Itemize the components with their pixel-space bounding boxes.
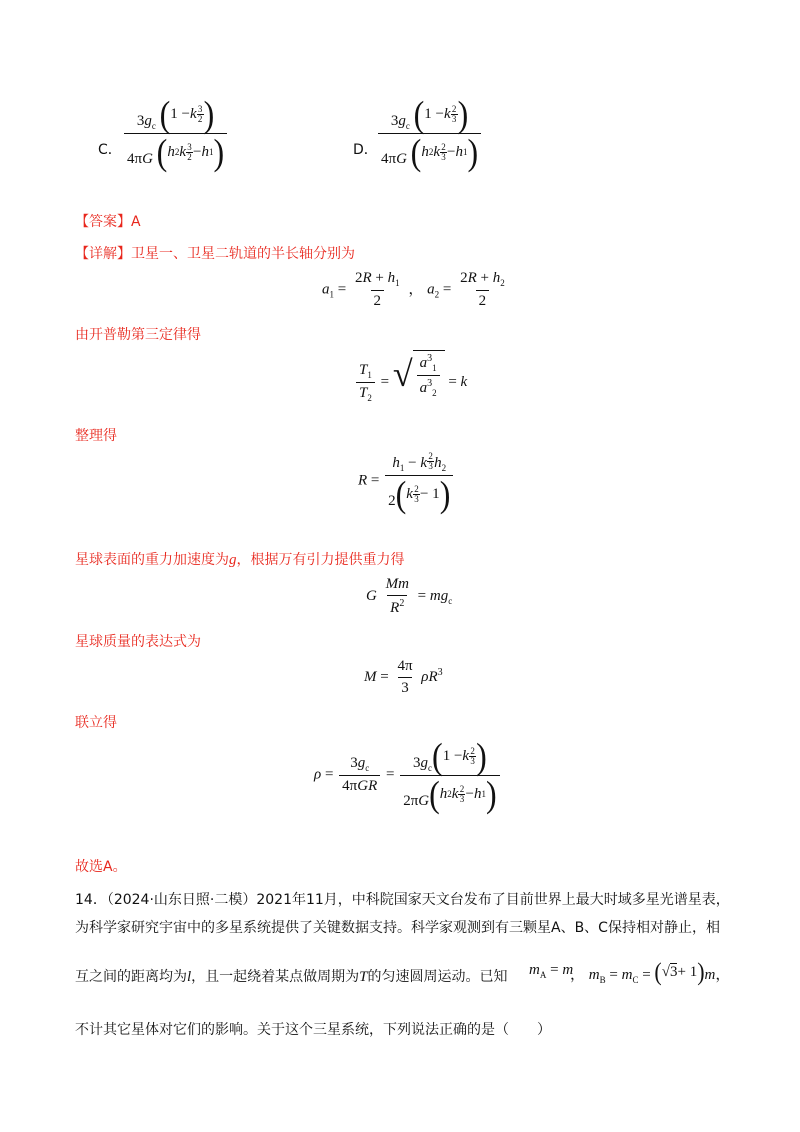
equation-kepler: $\frac{T_1}{T_2}$ = √ $\frac{a^3_1}{a^3_2}$ = k <box>354 350 467 403</box>
kepler-text: 由开普勒第三定律得 <box>75 327 201 343</box>
answer-label: 【答案】 <box>75 214 131 230</box>
combine-text: 联立得 <box>75 715 117 731</box>
conclusion-text: 故选A。 <box>75 859 127 875</box>
gravity-var: g <box>229 552 237 568</box>
mass-a-formula: $m_A = m$ <box>529 962 574 980</box>
question14-line4: 不计其它星体对它们的影响。关于这个三星系统，下列说法正确的是（ ） <box>75 1022 551 1038</box>
rearrange-text: 整理得 <box>75 428 117 444</box>
option-c-label: C． <box>98 142 122 158</box>
c-exp-num: 3 <box>197 103 203 114</box>
c-exp-den: 2 <box>197 113 203 124</box>
detail-label: 【详解】 <box>75 246 131 262</box>
equation-gravity: G $\frac{Mm}{R^2}$ = $mg_c$ <box>366 576 453 616</box>
question14-line2: 为科学家研究宇宙中的多星系统提供了关键数据支持。科学家观测到有三颗星A、B、C保持相对静止，相 <box>75 920 720 936</box>
question14-source: （2024·山东日照·二模） <box>106 892 257 908</box>
detail-intro <box>75 244 355 264</box>
equation-semi-major-axes: $a_1$ = $\frac{2R + h_1}{2}$ ， $a_2$ = $\frac{2R + h_2}{2}$ <box>322 270 505 309</box>
detail-intro-text: 卫星一、卫星二轨道的半长轴分别为 <box>131 246 355 262</box>
equation-radius: R = $h_1 - k$ $\frac{2}{3}$ $h_2$ 2 ( k 2 3 − 1 ) <box>358 452 455 510</box>
gravity-prefix: 星球表面的重力加速度为 <box>75 552 229 568</box>
answer-line <box>75 212 141 232</box>
question14-line3: 互之间的距离均为l，且一起绕着某点做周期为T的匀速圆周运动。已知 <box>75 969 508 985</box>
gravity-suffix: ，根据万有引力提供重力得 <box>236 552 405 568</box>
question14-line1: 14．（2024·山东日照·二模）2021年11月，中科院国家天文台发布了目前世界上最大时域多星光谱星表， <box>75 892 730 908</box>
option-c-formula: $3g_c$ ( 1 − k 3 2 ) 4πG ( h 2 k 3 2 − h 1 ) <box>122 98 229 168</box>
mass-bc-formula: ， $m_B = m_C$ = ( √ 3 + 1 ) m， <box>570 957 731 986</box>
question14-number: 14． <box>75 892 107 908</box>
d-exp-num: 2 <box>451 103 457 114</box>
gravity-text <box>75 550 405 570</box>
equation-density: ρ = $\frac{3g_c}{\text{4πGR}}$ = $3g_c$ ( 1 − k 2 3 ) 2πG ( h 2 k 2 3 − h 1 ) <box>314 740 502 810</box>
mass-expression-text: 星球质量的表达式为 <box>75 634 201 650</box>
answer-value: A <box>131 214 141 230</box>
option-d-formula: $3g_c$ ( 1 − k 2 3 ) 4πG ( h 2 k 2 3 − h 1 ) <box>376 98 483 168</box>
equation-mass: M = $\frac{4\pi}{3}$ $\rho R^3$ <box>364 658 443 696</box>
option-d-label: D． <box>353 142 378 158</box>
d-exp-den: 3 <box>451 113 457 124</box>
